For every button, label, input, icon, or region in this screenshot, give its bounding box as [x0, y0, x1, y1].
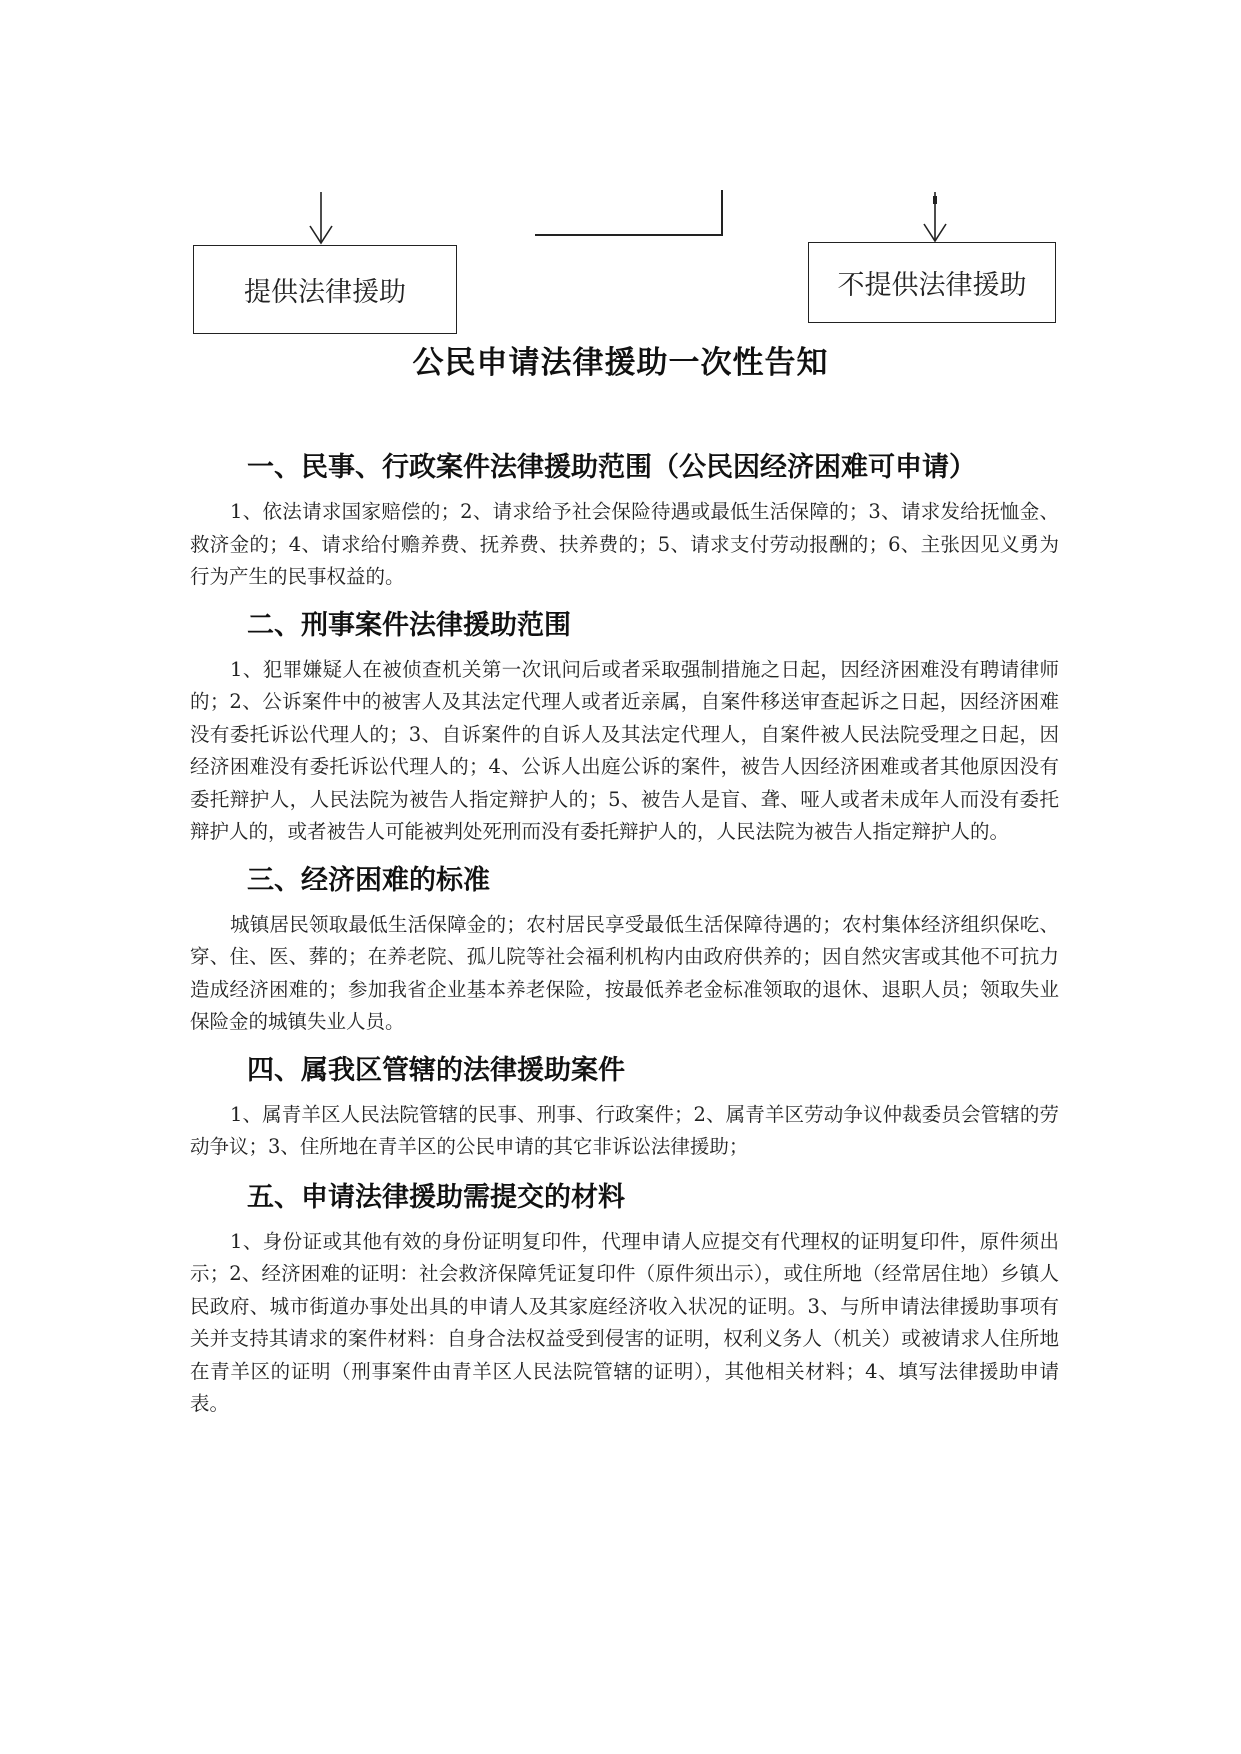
section-required-materials	[190, 1178, 1059, 1421]
section-hardship-standard	[190, 861, 1059, 1039]
section-jurisdiction	[190, 1051, 1059, 1164]
section-paragraph: 1、身份证或其他有效的身份证明复印件，代理申请人应提交有代理权的证明复印件，原件须出示；2、经济困难的证明：社会救济保障凭证复印件（原件须出示），或住所地（经常居住地）乡镇人民政府、城市街道办事处出具的申请人及其家庭经济收入状况的证明。3、与所申请法律援助事项有关并支持其请求的案件材料：自身合法权益受到侵害的证明，权利义务人（机关）或被请求人住所地在青羊区的证明（刑事案件由青羊区人民法院管辖的证明），其他相关材料；4、填写法律援助申请表。	[190, 1229, 1059, 1415]
section-paragraph: 1、属青羊区人民法院管辖的民事、刑事、行政案件；2、属青羊区劳动争议仲裁委员会管辖的劳动争议；3、住所地在青羊区的公民申请的其它非诉讼法律援助；	[190, 1102, 1059, 1158]
connector-horizontal	[535, 234, 723, 236]
arrow-down-right	[922, 192, 948, 244]
flowchart-fragment	[0, 0, 1241, 360]
section-paragraph: 1、依法请求国家赔偿的；2、请求给予社会保险待遇或最低生活保障的；3、请求发给抚恤金、救济金的；4、请求给付赡养费、抚养费、扶养费的；5、请求支付劳动报酬的；6、主张因见义勇为行为产生的民事权益的。	[190, 500, 1059, 588]
connector-vertical	[721, 190, 723, 235]
section-heading: 三、经济困难的标准	[247, 864, 490, 896]
provide-legal-aid-box	[193, 245, 457, 334]
provide-legal-aid-label: 提供法律援助	[244, 277, 406, 308]
section-heading: 五、申请法律援助需提交的材料	[247, 1181, 625, 1213]
document-body	[190, 448, 1059, 1421]
section-heading: 二、刑事案件法律援助范围	[247, 609, 571, 641]
section-criminal-scope	[190, 606, 1059, 849]
no-legal-aid-box	[808, 242, 1056, 323]
section-heading: 四、属我区管辖的法律援助案件	[247, 1054, 625, 1086]
section-civil-admin-scope	[190, 448, 1059, 594]
arrow-down-left	[308, 192, 334, 246]
section-paragraph: 城镇居民领取最低生活保障金的；农村居民享受最低生活保障待遇的；农村集体经济组织保吃、穿、住、医、葬的；在养老院、孤儿院等社会福利机构内由政府供养的；因自然灾害或其他不可抗力造成经济困难的；参加我省企业基本养老保险，按最低养老金标准领取的退休、退职人员；领取失业保险金的城镇失业人员。	[190, 912, 1059, 1033]
no-legal-aid-label: 不提供法律援助	[837, 270, 1027, 301]
section-heading: 一、民事、行政案件法律援助范围（公民因经济困难可申请）	[247, 452, 976, 483]
document-title: 公民申请法律援助一次性告知	[412, 344, 829, 381]
section-paragraph: 1、犯罪嫌疑人在被侦查机关第一次讯问后或者采取强制措施之日起，因经济困难没有聘请律师的；2、公诉案件中的被害人及其法定代理人或者近亲属，自案件移送审查起诉之日起，因经济困难没有委托诉讼代理人的；3、自诉案件的自诉人及其法定代理人，自案件被人民法院受理之日起，因经济困难没有委托诉讼代理人的；4、公诉人出庭公诉的案件，被告人因经济困难或者其他原因没有委托辩护人，人民法院为被告人指定辩护人的；5、被告人是盲、聋、哑人或者未成年人而没有委托辩护人的，或者被告人可能被判处死刑而没有委托辩护人的，人民法院为被告人指定辩护人的。	[190, 657, 1059, 843]
